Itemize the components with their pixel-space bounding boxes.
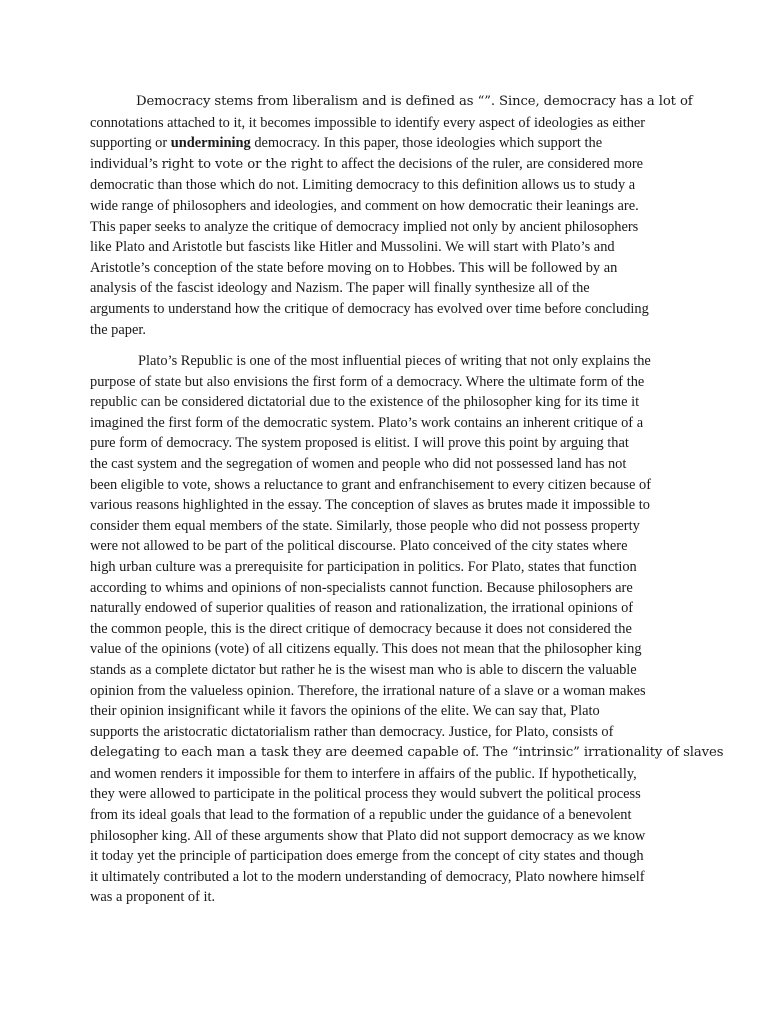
- text-line: [90, 91, 693, 113]
- text-line: [90, 258, 693, 279]
- text-segment: connotations attached to it, it becomes impossible to identify every aspect of ideologies as either: [90, 114, 646, 131]
- text-line: [90, 392, 723, 413]
- text-segment: Democracy stems from liberalism and is defined as “”. Since, democracy has a lot of: [136, 94, 693, 109]
- text-line: [90, 598, 723, 619]
- text-line: [90, 681, 723, 702]
- text-line: [90, 805, 723, 826]
- text-segment: the paper.: [90, 321, 146, 338]
- paragraph-introduction: [90, 91, 693, 340]
- text-segment: individual’s: [90, 155, 162, 172]
- text-line: [90, 826, 723, 847]
- text-line: [90, 372, 723, 393]
- text-segment: right to vote or the right: [161, 156, 324, 172]
- text-line: [90, 237, 693, 258]
- text-line: [90, 154, 693, 176]
- text-segment: been eligible to vote, shows a reluctance to grant and enfranchisement to every citizen because of: [90, 476, 652, 493]
- text-line: [90, 887, 723, 908]
- text-line: [90, 578, 723, 599]
- text-line: [90, 495, 723, 516]
- text-line: [90, 516, 723, 537]
- text-segment: value of the opinions (vote) of all citizens equally. This does not mean that the philosopher king: [90, 641, 642, 658]
- text-segment: the common people, this is the direct critique of democracy because it does not considered the: [90, 620, 632, 637]
- text-line: [90, 764, 723, 785]
- text-segment: and women renders it impossible for them to interfere in affairs of the public. If hypothetically,: [90, 765, 637, 782]
- text-segment: various reasons highlighted in the essay. The conception of slaves as brutes made it impossible to: [90, 497, 650, 514]
- text-segment: analysis of the fascist ideology and Nazism. The paper will finally synthesize all of the: [90, 280, 590, 297]
- text-line: [90, 320, 693, 341]
- text-segment: republic can be considered dictatorial due to the existence of the philosopher king for its time it: [90, 394, 640, 411]
- text-segment: stands as a complete dictator but rather he is the wisest man who is able to discern the valuable: [90, 661, 637, 678]
- text-line: [90, 454, 723, 475]
- paragraph-plato-republic: [90, 351, 723, 908]
- text-segment: democratic than those which do not. Limiting democracy to this definition allows us to study a: [90, 177, 636, 194]
- text-line: [90, 701, 723, 722]
- text-segment: the cast system and the segregation of women and people who did not possessed land has not: [90, 455, 627, 472]
- text-line: [90, 784, 723, 805]
- text-segment: from its ideal goals that lead to the formation of a republic under the guidance of a benevolent: [90, 807, 632, 824]
- text-segment: supports the aristocratic dictatorialism rather than democracy. Justice, for Plato, consists of: [90, 723, 614, 740]
- text-segment: like Plato and Aristotle but fascists like Hitler and Mussolini. We will start with Plato’s and: [90, 239, 615, 256]
- text-line: [90, 557, 723, 578]
- text-line: [90, 217, 693, 238]
- text-segment: high urban culture was a prerequisite for participation in politics. For Plato, states that function: [90, 558, 637, 575]
- text-segment: pure form of democracy. The system proposed is elitist. I will prove this point by arguing that: [90, 435, 629, 452]
- text-line: [90, 722, 723, 743]
- text-segment: delegating to each man a task they are deemed capable of. The “intrinsic” irrationality of slaves: [90, 745, 724, 761]
- text-segment: they were allowed to participate in the political process they would subvert the political process: [90, 786, 641, 803]
- text-line: [90, 742, 723, 764]
- text-line: [90, 619, 723, 640]
- text-line: [90, 660, 723, 681]
- text-segment: according to whims and opinions of non-specialists cannot function. Because philosophers are: [90, 579, 633, 596]
- text-line: [90, 639, 723, 660]
- text-line: [90, 846, 723, 867]
- text-line: [90, 175, 693, 196]
- text-segment: were not allowed to be part of the political discourse. Plato conceived of the city states where: [90, 538, 628, 555]
- text-segment: imagined the first form of the democratic system. Plato’s work contains an inherent critique of a: [90, 414, 644, 431]
- text-segment: their opinion insignificant while it favors the opinions of the elite. We can say that, Plato: [90, 703, 600, 720]
- text-line: [90, 299, 693, 320]
- text-line: [90, 433, 723, 454]
- text-segment: it today yet the principle of participation does emerge from the concept of city states and though: [90, 848, 644, 865]
- text-segment: supporting or: [90, 135, 171, 152]
- text-line: [90, 196, 693, 217]
- text-segment: consider them equal members of the state. Similarly, those people who did not possess property: [90, 517, 640, 534]
- text-segment: naturally endowed of superior qualities of reason and rationalization, the irrational opinions of: [90, 600, 634, 617]
- text-segment: it ultimately contributed a lot to the modern understanding of democracy, Plato nowhere himself: [90, 868, 645, 885]
- text-segment: democracy. In this paper, those ideologies which support the: [250, 135, 603, 152]
- text-line: [90, 133, 693, 154]
- text-segment: Plato’s Republic is one of the most influential pieces of writing that not only explains the: [138, 353, 651, 369]
- text-segment: to affect the decisions of the ruler, are considered more: [323, 155, 644, 172]
- text-line: [90, 536, 723, 557]
- text-line: [90, 351, 723, 372]
- text-segment: This paper seeks to analyze the critique of democracy implied not only by ancient philosophers: [90, 218, 639, 235]
- text-line: [90, 867, 723, 888]
- text-segment: wide range of philosophers and ideologies, and comment on how democratic their leanings are.: [90, 197, 639, 214]
- emphasized-word: undermining: [170, 135, 251, 152]
- text-segment: philosopher king. All of these arguments show that Plato did not support democracy as we know: [90, 827, 646, 844]
- text-line: [90, 475, 723, 496]
- text-line: [90, 278, 693, 299]
- text-segment: arguments to understand how the critique of democracy has evolved over time before concluding: [90, 300, 649, 317]
- text-segment: opinion from the valueless opinion. Therefore, the irrational nature of a slave or a woman makes: [90, 682, 646, 699]
- text-segment: purpose of state but also envisions the first form of a democracy. Where the ultimate form of the: [90, 373, 645, 390]
- text-segment: Aristotle’s conception of the state before moving on to Hobbes. This will be followed by an: [90, 259, 618, 276]
- text-line: [90, 113, 693, 134]
- text-segment: was a proponent of it.: [90, 889, 216, 906]
- text-line: [90, 413, 723, 434]
